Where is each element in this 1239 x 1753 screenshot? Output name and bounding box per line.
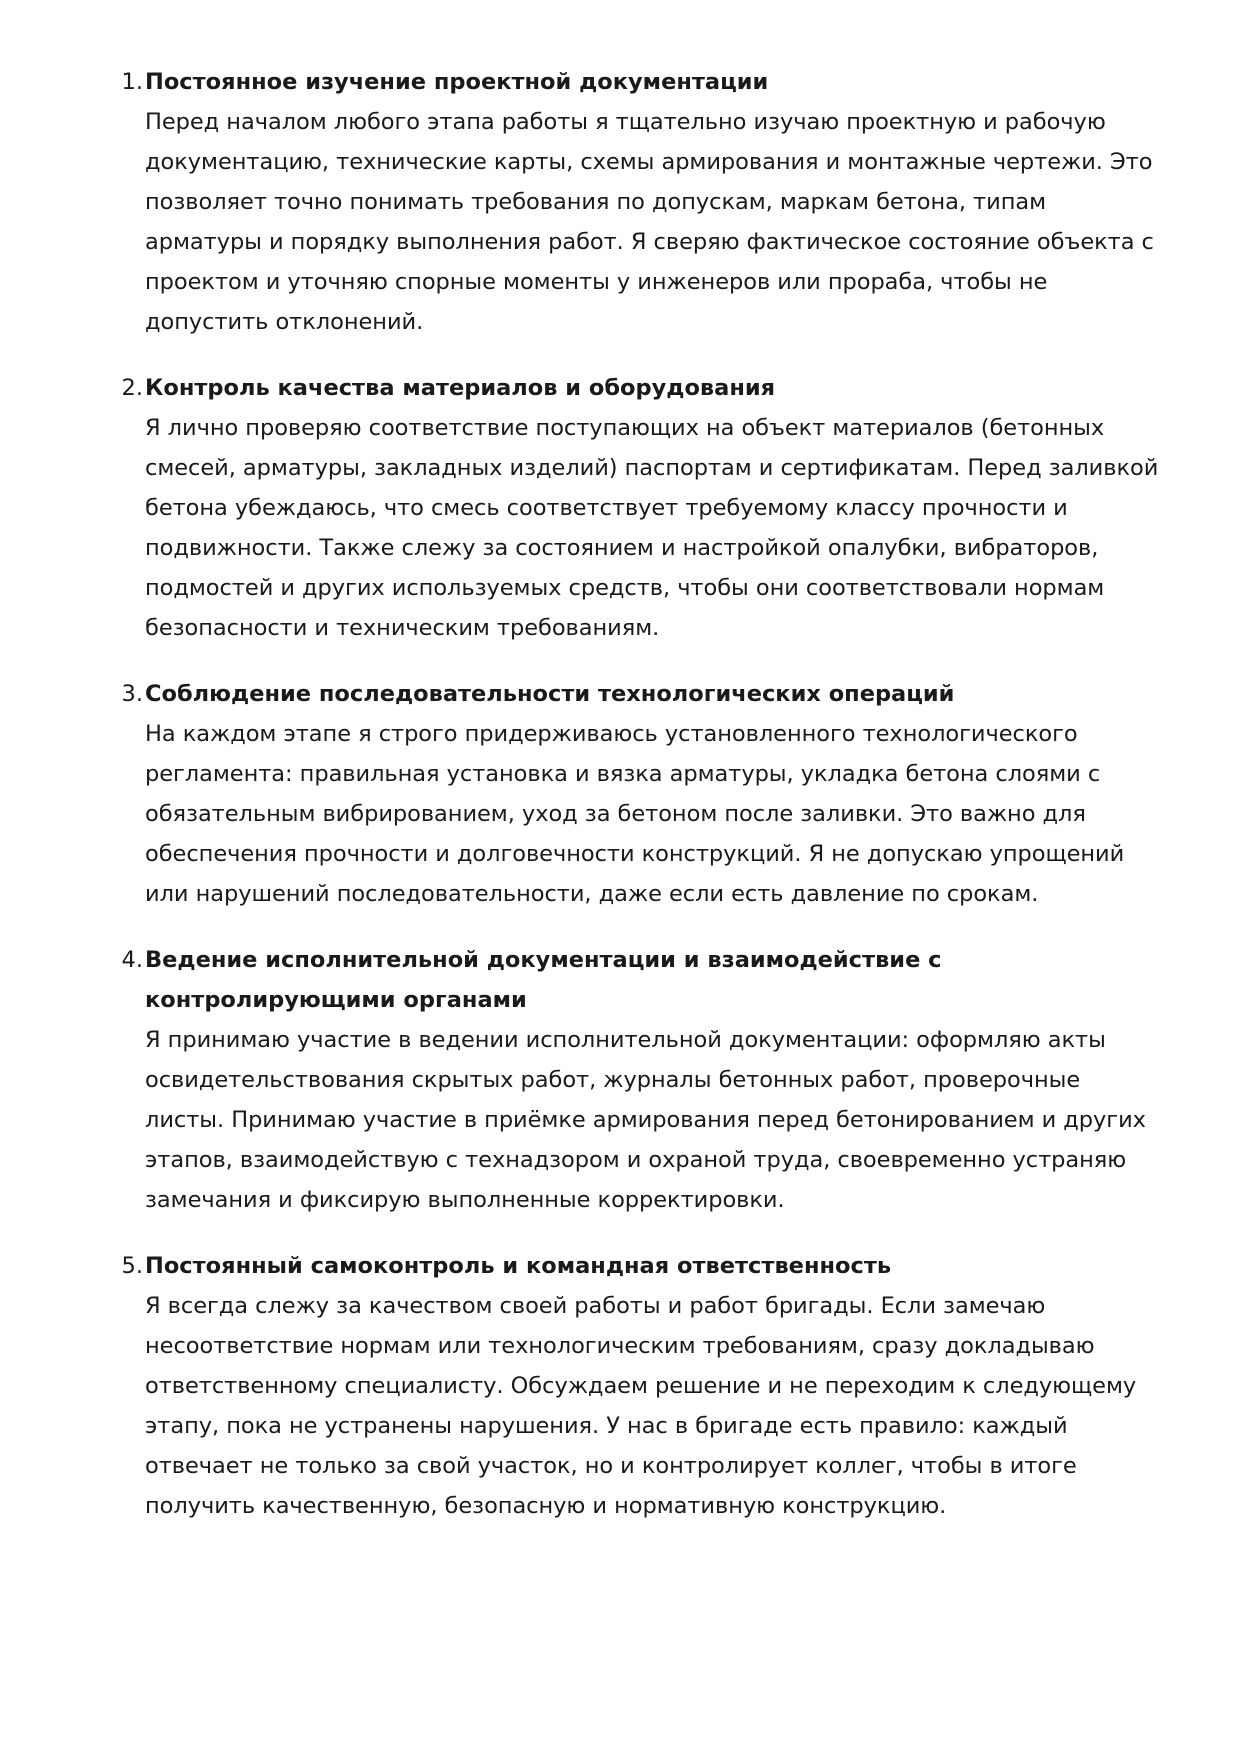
- item-number: 4.: [121, 947, 143, 973]
- list-item: [121, 368, 1160, 648]
- list-item: [121, 1246, 1160, 1526]
- item-text: Я лично проверяю соответствие поступающих на объект материалов (бетонных смесей, арматуры, закладных изделий) паспортам и сертификатам. Перед заливкой бетона убеждаюсь, что смесь соответствует требуемому классу прочности и подвижности. Также слежу за состоянием и настройкой опалубки, вибраторов, подмостей и других используемых средств, чтобы они соответствовали нормам безопасности и техническим требованиям.: [145, 415, 1159, 641]
- item-number: 2.: [121, 375, 143, 401]
- item-title: Постоянный самоконтроль и командная ответственность: [145, 1253, 892, 1279]
- item-text: Перед началом любого этапа работы я тщательно изучаю проектную и рабочую документацию, технические карты, схемы армирования и монтажные чертежи. Это позволяет точно понимать требования по допускам, маркам бетона, типам арматуры и порядку выполнения работ. Я сверяю фактическое состояние объекта с проектом и уточняю спорные моменты у инженеров или прораба, чтобы не допустить отклонений.: [145, 109, 1154, 335]
- list-item: [121, 674, 1160, 914]
- item-title: Контроль качества материалов и оборудования: [145, 375, 776, 401]
- numbered-list: [121, 62, 1160, 1552]
- list-item: [121, 940, 1160, 1220]
- item-text: Я принимаю участие в ведении исполнительной документации: оформляю акты освидетельствования скрытых работ, журналы бетонных работ, проверочные листы. Принимаю участие в приёмке армирования перед бетонированием и других этапов, взаимодействую с технадзором и охраной труда, своевременно устраняю замечания и фиксирую выполненные корректировки.: [145, 1027, 1146, 1213]
- item-title: Соблюдение последовательности технологических операций: [145, 681, 955, 707]
- item-number: 1.: [121, 69, 143, 95]
- item-text: Я всегда слежу за качеством своей работы и работ бригады. Если замечаю несоответствие нормам или технологическим требованиям, сразу докладываю ответственному специалисту. Обсуждаем решение и не переходим к следующему этапу, пока не устранены нарушения. У нас в бригаде есть правило: каждый отвечает не только за свой участок, но и контролирует коллег, чтобы в итоге получить качественную, безопасную и нормативную конструкцию.: [145, 1293, 1137, 1519]
- item-text: На каждом этапе я строго придерживаюсь установленного технологического регламента: правильная установка и вязка арматуры, укладка бетона слоями с обязательным вибрированием, уход за бетоном после заливки. Это важно для обеспечения прочности и долговечности конструкций. Я не допускаю упрощений или нарушений последовательности, даже если есть давление по срокам.: [145, 721, 1125, 907]
- item-number: 3.: [121, 681, 143, 707]
- list-item: [121, 62, 1160, 342]
- item-number: 5.: [121, 1253, 143, 1279]
- item-title: Ведение исполнительной документации и взаимодействие с контролирующими органами: [145, 947, 942, 1013]
- item-title: Постоянное изучение проектной документации: [145, 69, 769, 95]
